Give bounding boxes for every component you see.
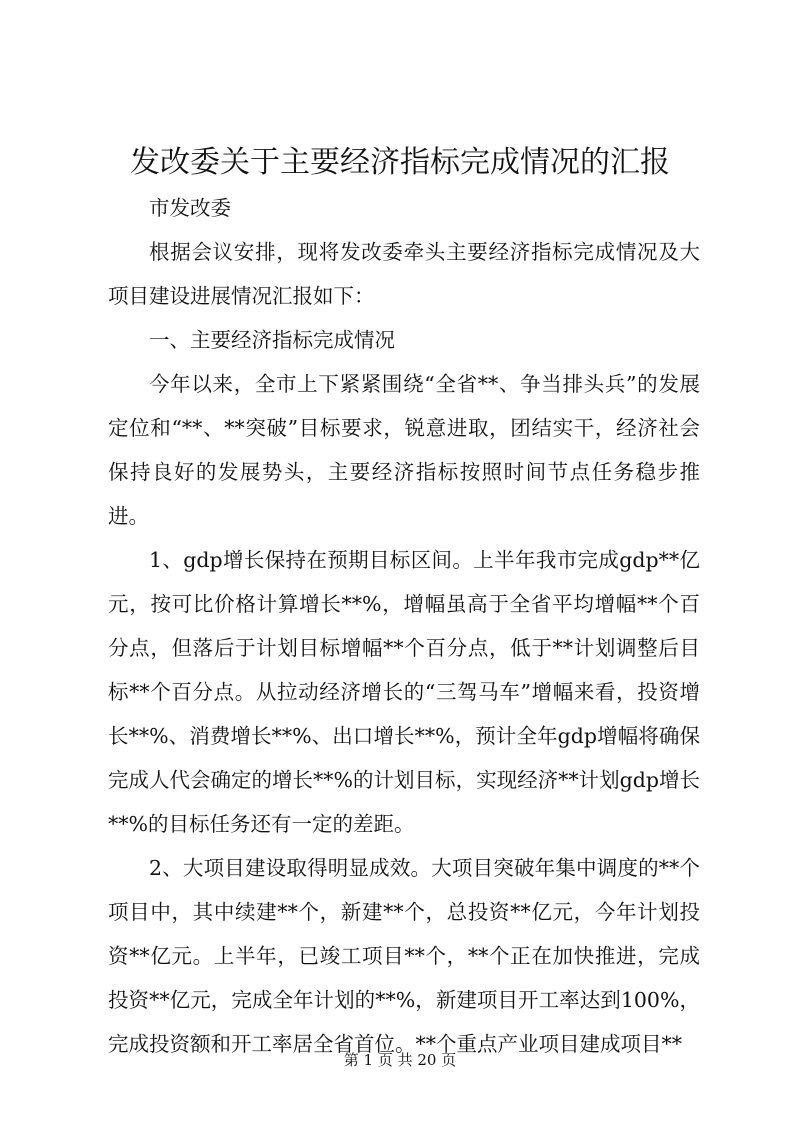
projects-paragraph: 2、大项目建设取得明显成效。大项目突破年集中调度的**个项目中，其中续建**个，新建**个，总投资**亿元，今年计划投资**亿元。上半年，已竣工项目**个，**个正在加快推进，完成投资**亿元，完成全年计划的**%，新建项目开工率达到100%，完成投资额和开工率居全省首位。**个重点产业项目建成项目** — [108, 856, 700, 1056]
author-line: 市发改委 — [149, 196, 231, 220]
page-number-footer: 第 1 页 共 20 页 — [343, 1051, 457, 1069]
gdp-paragraph: 1、gdp增长保持在预期目标区间。上半年我市完成gdp**亿元，按可比价格计算增长**%，增幅虽高于全省平均增幅**个百分点，但落后于计划目标增幅**个百分点，低于**计划调整后目标**个百分点。从拉动经济增长的“三驾马车”增幅来看，投资增长**%、消费增长**%、出口增长**%，预计全年gdp增幅将确保完成人代会确定的增长**%的计划目标，实现经济**计划gdp增长**%的目标任务还有一定的差距。 — [108, 548, 700, 836]
intro-paragraph: 根据会议安排，现将发改委牵头主要经济指标完成情况及大项目建设进展情况汇报如下： — [108, 240, 700, 308]
overview-paragraph: 今年以来，全市上下紧紧围绕“全省**、争当排头兵”的发展定位和“**、**突破”目标要求，锐意进取，团结实干，经济社会保持良好的发展势头，主要经济指标按照时间节点任务稳步推进。 — [108, 372, 700, 528]
document-title: 发改委关于主要经济指标完成情况的汇报 — [130, 145, 670, 180]
section-heading: 一、主要经济指标完成情况 — [149, 328, 395, 352]
document-body — [108, 186, 700, 1066]
